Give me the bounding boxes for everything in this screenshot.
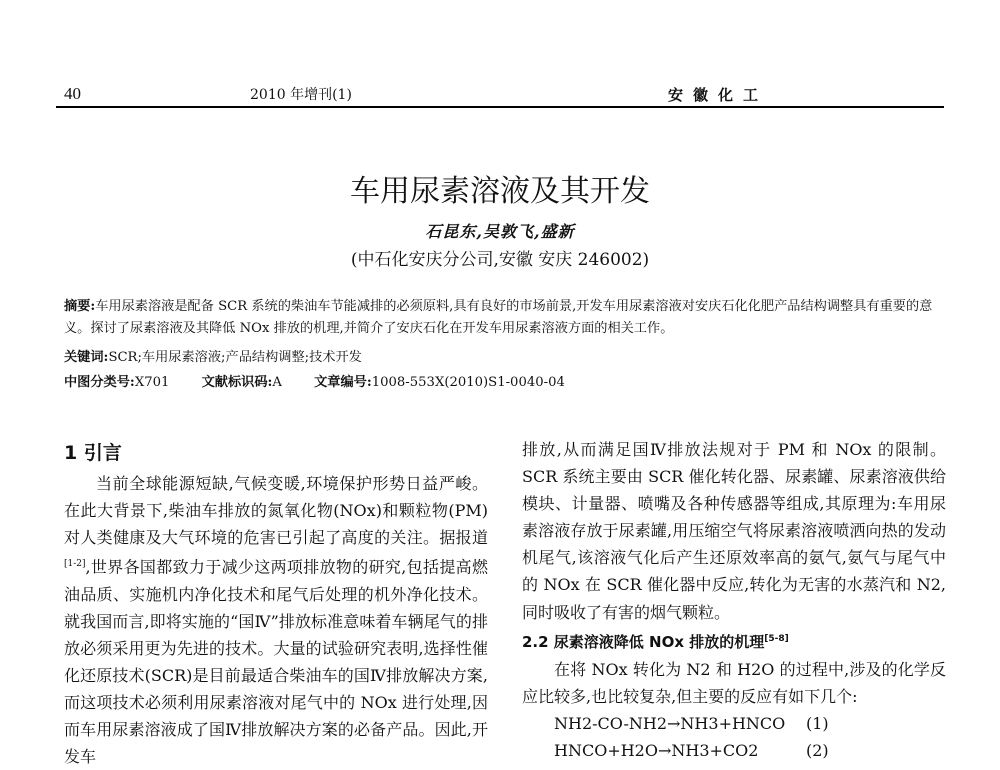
header-rule (56, 106, 944, 108)
classification-line (64, 371, 593, 390)
mechanism-paragraph: 在将 NOx 转化为 N2 和 H2O 的过程中,涉及的化学反应比较多,也比较复杂,但主要的反应有如下几个: (522, 659, 946, 706)
mechanism-heading-text: 2.2 尿素溶液降低 NOx 排放的机理 (522, 632, 765, 651)
left-column (64, 470, 488, 770)
issue-label: 2010 年增刊(1) (250, 87, 352, 103)
keywords (64, 346, 362, 365)
article-authors: 石昆东,吴敦飞,盛新 (425, 222, 575, 241)
keywords-text: SCR;车用尿素溶液;产品结构调整;技术开发 (108, 350, 362, 365)
article-affiliation: (中石化安庆分公司,安徽 安庆 246002) (350, 250, 650, 270)
scr-paragraph: 排放,从而满足国Ⅳ排放法规对于 PM 和 NOx 的限制。SCR 系统主要由 SCR 催化转化器、尿素罐、尿素溶液供给模块、计量器、喷嘴及各种传感器等组成,其原理为:车用尿素溶液存放于尿素罐,用压缩空气将尿素溶液喷洒向热的发动机尾气,该溶液气化后产生还原效率高的氨气,氨气与尾气中的 NOx 在 SCR 催化器中反应,转化为无害的水蒸汽和 N2,同时吸收了有害的烟气颗粒。 (522, 440, 946, 622)
citation: [5-8] (764, 633, 789, 644)
citation: [1-2] (64, 559, 86, 570)
equation-1-formula: NH2-CO-NH2→NH3+HNCO (554, 713, 786, 733)
keywords-label: 关键词: (64, 350, 109, 365)
journal-name: 安徽化工 (668, 86, 769, 104)
doc-code-value: A (272, 375, 282, 390)
article-no-label: 文章编号: (314, 375, 372, 390)
intro-text-a: 当前全球能源短缺,气候变暖,环境保护形势日益严峻。在此大背景下,柴油车排放的氮氧化物(NOx)和颗粒物(PM)对人类健康及大气环境的危害已引起了高度的关注。据报道 (64, 474, 488, 548)
intro-paragraph (64, 470, 488, 770)
equation-2 (522, 737, 946, 764)
equation-2-number: (2) (806, 741, 829, 761)
abstract (64, 296, 944, 340)
equation-1-number: (1) (806, 713, 829, 733)
right-column (522, 436, 946, 764)
intro-text-b: ,世界各国都致力于减少这两项排放物的研究,包括提高燃油品质、实施机内净化技术和尾气后处理的机外净化技术。就我国而言,即将实施的“国Ⅳ”排放标准意味着车辆尾气的排放必须采用更为先进的技术。大量的试验研究表明,选择性催化还原技术(SCR)是目前最适合柴油车的国Ⅳ排放解决方案,而这项技术必须利用尿素溶液对尾气中的 NOx 进行处理,因而车用尿素溶液成了国Ⅳ排放解决方案的必备产品。因此,开发车 (64, 557, 488, 767)
abstract-label: 摘要: (64, 299, 96, 314)
article-title: 车用尿素溶液及其开发 (350, 174, 650, 209)
clc-value: X701 (134, 375, 170, 390)
clc-label: 中图分类号: (64, 375, 135, 390)
page-number: 40 (64, 84, 81, 103)
section-heading-intro: 1 引言 (64, 442, 122, 464)
doc-code-label: 文献标识码: (201, 375, 273, 390)
abstract-text: 车用尿素溶液是配备 SCR 系统的柴油车节能减排的必须原料,具有良好的市场前景,开发车用尿素溶液对安庆石化化肥产品结构调整具有重要的意义。探讨了尿素溶液及其降低 NOx 排放的机理,并简介了安庆石化在开发车用尿素溶液方面的相关工作。 (64, 299, 933, 336)
equation-1 (522, 710, 946, 737)
article-no-value: 1008-553X(2010)S1-0040-04 (371, 375, 565, 390)
section-heading-mechanism (522, 626, 946, 656)
equation-2-formula: HNCO+H2O→NH3+CO2 (554, 741, 759, 761)
